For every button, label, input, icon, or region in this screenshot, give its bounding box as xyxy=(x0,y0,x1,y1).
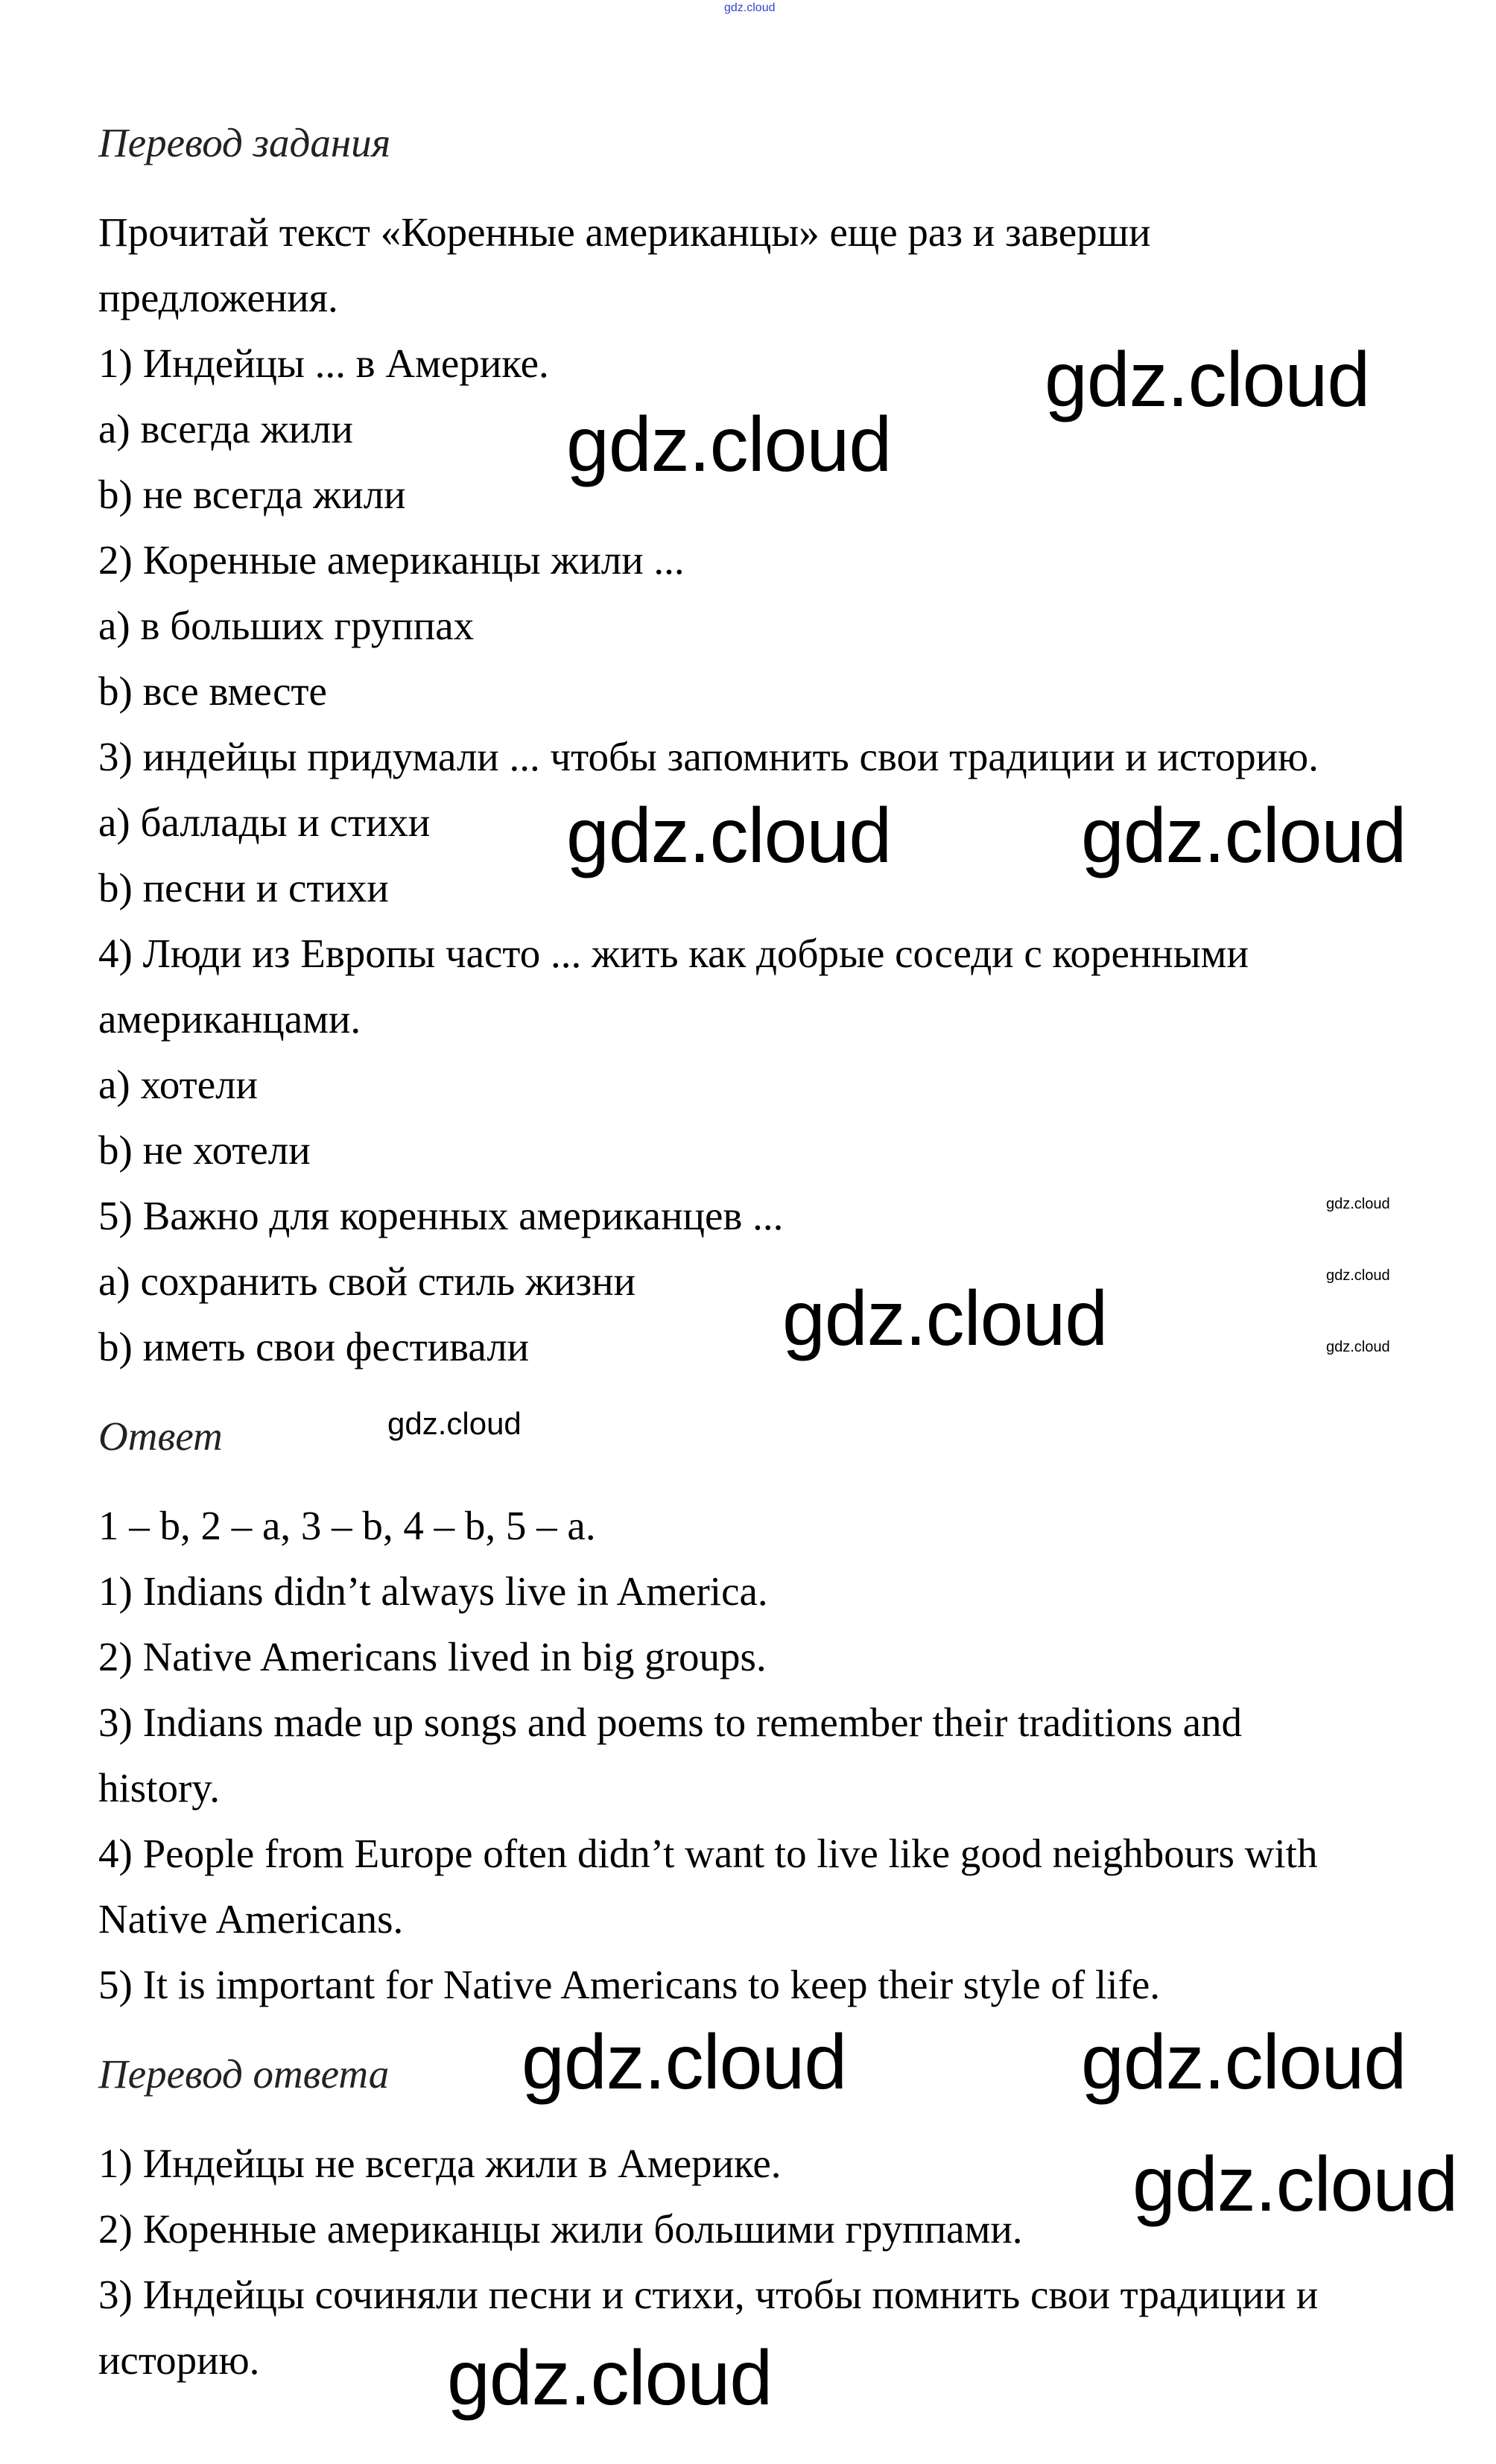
text-line: 1) Индейцы не всегда жили в Америке. xyxy=(98,2141,782,2186)
text-line: предложения. xyxy=(98,275,338,320)
gdz-cloud-link[interactable]: gdz.cloud xyxy=(724,1,776,14)
watermark: gdz.cloud xyxy=(1326,1196,1390,1212)
text-line: a) сохранить свой стиль жизни xyxy=(98,1258,636,1304)
text-line: 5) It is important for Native Americans to keep their style of life. xyxy=(98,1962,1161,2007)
text-line: 3) Indians made up songs and poems to remember their traditions and xyxy=(98,1700,1243,1745)
text-line: a) всегда жили xyxy=(98,406,353,452)
watermark: gdz.cloud xyxy=(1132,2141,1458,2228)
text-line: history. xyxy=(98,1765,220,1811)
text-line: 3) Индейцы сочиняли песни и стихи, чтобы помнить свои традиции и xyxy=(98,2272,1319,2317)
text-line: b) все вместе xyxy=(98,668,327,714)
text-line: Native Americans. xyxy=(98,1896,404,1942)
watermark: gdz.cloud xyxy=(387,1406,522,1441)
text-line: 2) Коренные американцы жили большими группами. xyxy=(98,2206,1023,2252)
text-line: 2) Native Americans lived in big groups. xyxy=(98,1634,767,1679)
answer-text xyxy=(98,1493,1424,2018)
watermark: gdz.cloud xyxy=(1326,1267,1390,1284)
text-line: 1) Индейцы ... в Америке. xyxy=(98,341,549,386)
text-line: американцами. xyxy=(98,996,361,1042)
text-line: b) иметь свои фестивали xyxy=(98,1324,530,1369)
watermark: gdz.cloud xyxy=(566,402,892,488)
watermark: gdz.cloud xyxy=(566,793,892,879)
text-line: b) не всегда жили xyxy=(98,472,406,517)
text-line: a) в больших группах xyxy=(98,603,475,648)
text-line: Прочитай текст «Коренные американцы» еще раз и заверши xyxy=(98,209,1151,255)
text-line: 4) Люди из Европы часто ... жить как добрые соседи с коренными xyxy=(98,931,1249,976)
text-line: 1) Indians didn’t always live in America. xyxy=(98,1568,768,1614)
text-line: 5) Важно для коренных американцев ... xyxy=(98,1193,784,1238)
task-translation-heading: Перевод задания xyxy=(98,120,391,165)
watermark: gdz.cloud xyxy=(1081,793,1407,879)
text-line: a) хотели xyxy=(98,1062,258,1107)
watermark: gdz.cloud xyxy=(782,1276,1108,1362)
text-line: 2) Коренные американцы жили ... xyxy=(98,537,685,583)
watermark: gdz.cloud xyxy=(1081,2019,1407,2106)
watermark: gdz.cloud xyxy=(447,2335,773,2422)
watermark: gdz.cloud xyxy=(522,2019,847,2106)
text-line: историю. xyxy=(98,2337,260,2383)
text-line: b) не хотели xyxy=(98,1127,311,1173)
text-line: b) песни и стихи xyxy=(98,865,389,910)
text-line: 3) индейцы придумали ... чтобы запомнить свои традиции и историю. xyxy=(98,734,1319,779)
text-line: 4) People from Europe often didn’t want to live like good neighbours with xyxy=(98,1831,1318,1876)
watermark: gdz.cloud xyxy=(1326,1339,1390,1355)
text-line: 1 – b, 2 – a, 3 – b, 4 – b, 5 – a. xyxy=(98,1503,596,1548)
text-line: a) баллады и стихи xyxy=(98,799,431,845)
answer-translation-heading: Перевод ответа xyxy=(98,2051,390,2097)
answer-heading: Ответ xyxy=(98,1413,223,1459)
watermark: gdz.cloud xyxy=(1045,337,1370,423)
